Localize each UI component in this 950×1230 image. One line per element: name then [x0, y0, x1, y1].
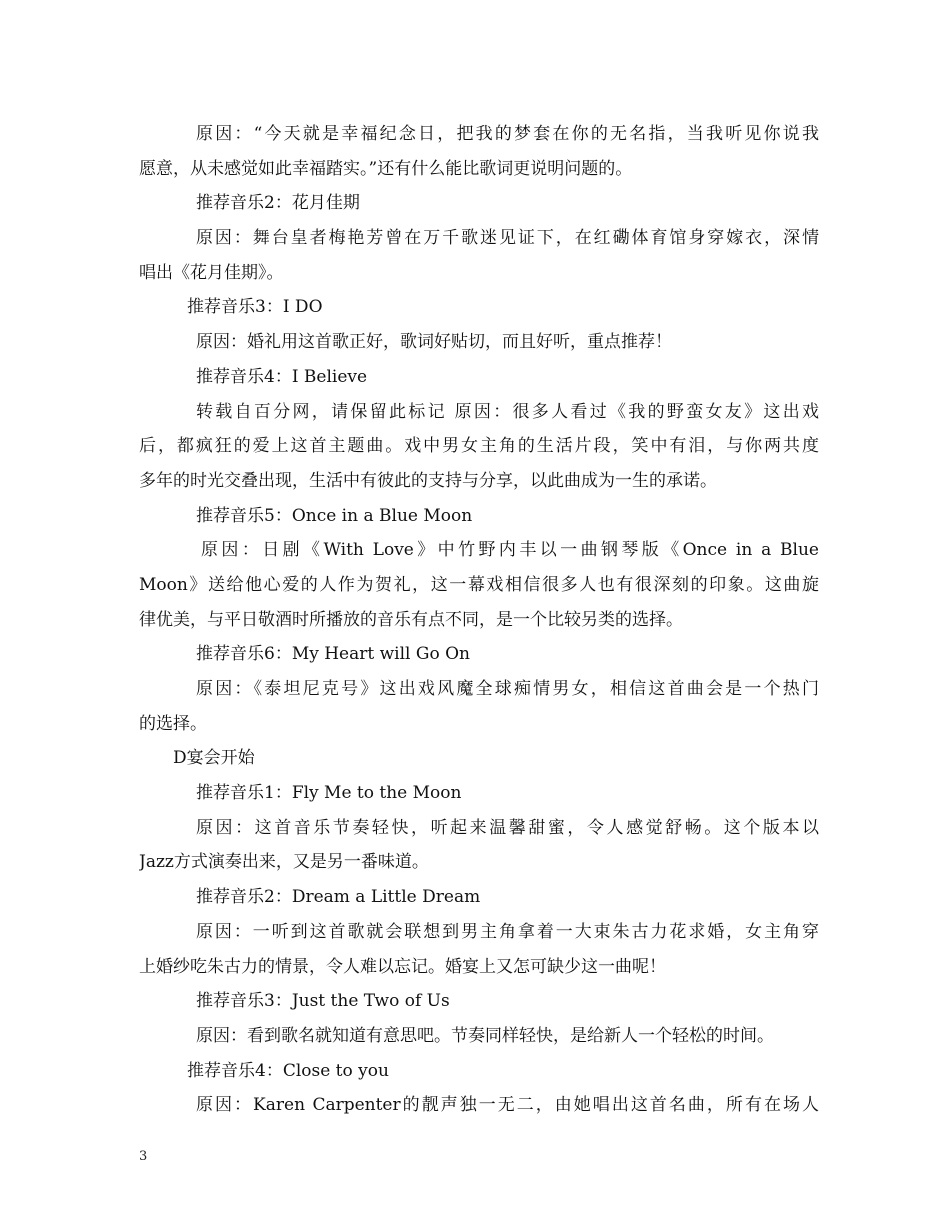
paragraph-line: 原因：Karen Carpenter的靓声独一无二，由她唱出这首名曲，所有在场人 [196, 1095, 819, 1116]
recommendation-heading: 推荐音乐3：I DO [187, 297, 323, 318]
recommendation-heading: 推荐音乐4：Close to you [187, 1060, 389, 1081]
paragraph-line: 原因：看到歌名就知道有意思吧。节奏同样轻快，是给新人一个轻松的时间。 [196, 1025, 774, 1046]
paragraph-line: 转载自百分网，请保留此标记 原因：很多人看过《我的野蛮女友》这出戏 [196, 401, 819, 422]
paragraph-line: 愿意，从未感觉如此幸福踏实。”还有什么能比歌词更说明问题的。 [139, 158, 633, 179]
paragraph-line: 原因：《泰坦尼克号》这出戏风魔全球痴情男女，相信这首曲会是一个热门 [196, 679, 819, 699]
recommendation-heading: 推荐音乐1：Fly Me to the Moon [196, 783, 462, 804]
paragraph-line: 的选择。 [139, 713, 207, 734]
paragraph-line: 唱出《花月佳期》。 [139, 262, 284, 283]
paragraph-line: 原因：这首音乐节奏轻快，听起来温馨甜蜜，令人感觉舒畅。这个版本以 [196, 817, 819, 838]
page-number: 3 [139, 1149, 148, 1164]
paragraph-line: Moon》送给他心爱的人作为贺礼，这一幕戏相信很多人也有很深刻的印象。这曲旋 [139, 574, 819, 595]
paragraph-line: 原因：舞台皇者梅艳芳曾在万千歌迷见证下，在红磡体育馆身穿嫁衣，深情 [196, 228, 819, 249]
paragraph-line: Jazz方式演奏出来，又是另一番味道。 [139, 852, 429, 873]
recommendation-heading: 推荐音乐3：Just the Two of Us [196, 991, 450, 1012]
paragraph-line: 多年的时光交叠出现，生活中有彼此的支持与分享，以此曲成为一生的承诺。 [139, 470, 717, 491]
recommendation-heading: 推荐音乐5：Once in a Blue Moon [196, 505, 473, 526]
recommendation-heading: 推荐音乐2：Dream a Little Dream [196, 887, 481, 908]
document-body [139, 117, 819, 1123]
paragraph-line: 原因：“今天就是幸福纪念日，把我的梦套在你的无名指，当我听见你说我 [196, 124, 819, 144]
recommendation-heading: 推荐音乐2：花月佳期 [196, 193, 360, 214]
paragraph-line: 原因：日剧《With Love》中竹野内丰以一曲钢琴版《Once in a Blue [201, 540, 819, 561]
paragraph-line: 原因：婚礼用这首歌正好，歌词好贴切，而且好听，重点推荐！ [196, 332, 672, 353]
recommendation-heading: 推荐音乐6：My Heart will Go On [196, 644, 470, 665]
paragraph-line: 后，都疯狂的爱上这首主题曲。戏中男女主角的生活片段，笑中有泪，与你两共度 [139, 436, 819, 457]
recommendation-heading: 推荐音乐4：I Believe [196, 366, 368, 387]
paragraph-line: 原因：一听到这首歌就会联想到男主角拿着一大束朱古力花求婚，女主角穿 [196, 921, 819, 942]
paragraph-line: 上婚纱吃朱古力的情景，令人难以忘记。婚宴上又怎可缺少这一曲呢！ [139, 956, 666, 977]
section-heading: D宴会开始 [173, 748, 255, 769]
paragraph-line: 律优美，与平日敬酒时所播放的音乐有点不同，是一个比较另类的选择。 [139, 609, 683, 630]
